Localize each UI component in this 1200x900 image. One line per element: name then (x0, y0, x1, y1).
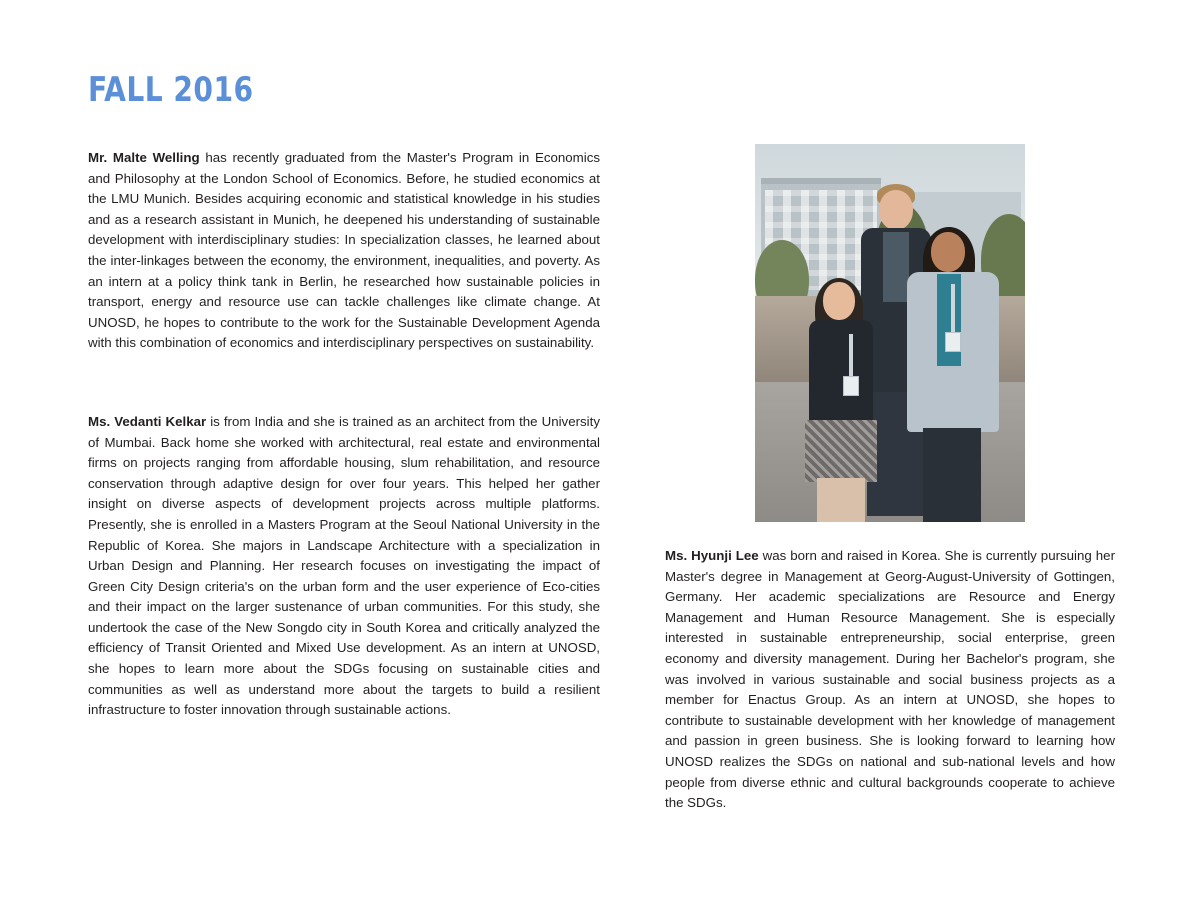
photo-person-head (931, 232, 965, 272)
bio-vedanti-kelkar (88, 412, 600, 721)
photo-person-head (879, 190, 913, 230)
photo-person-seated-left (797, 282, 889, 522)
photo-person-legs (817, 478, 865, 522)
photo-id-badge (945, 332, 961, 352)
right-column (665, 546, 1115, 814)
left-column (88, 148, 600, 721)
page-title: FALL 2016 (88, 70, 254, 110)
photo-person-torso (809, 320, 873, 424)
bio-text-malte-welling: has recently graduated from the Master's Program in Economics and Philosophy at the London School of Economics. Before, he studied economics at the LMU Munich. Besides acquiring economic and statistical knowledge in his studies and as a research assistant in Munich, he deepened his understanding of sustainable development with interdisciplinary studies: In specialization classes, he learned about the inter-linkages between the economy, the environment, inequalities, and poverty. As an intern at a policy think tank in Berlin, he researched how sustainable policies in transport, energy and resource use can tackle challenges like climate change. At UNOSD, he hopes to contribute to the work for the Sustainable Development Agenda with this combination of economics and interdisciplinary perspectives on sustainability. (88, 150, 601, 351)
photo-lanyard (849, 334, 853, 380)
photo-person-scarf (937, 274, 961, 366)
photo-person-head (823, 282, 855, 320)
bio-text-hyunji-lee: was born and raised in Korea. She is currently pursuing her Master's degree in Management at Georg-August-University of Gottingen, Germany. Her academic specializations are Resource and Energy Management and Human Resource Management. She is especially interested in sustainable entrepreneurship, social enterprise, green economy and diversity management. During her Bachelor's program, she was involved in various sustainable and social business projects as a member for Enactus Group. As an intern at UNOSD, she hopes to contribute to sustainable development with her knowledge of management and passion in green business. She is looking forward to learning how UNOSD realizes the SDGs on national and sub-national levels and how people from diverse ethnic and cultural backgrounds cooperate to achieve the SDGs. (665, 548, 1115, 811)
interns-group-photo (755, 144, 1025, 522)
bio-name-hyunji-lee: Ms. Hyunji Lee (665, 548, 759, 563)
bio-name-malte-welling: Mr. Malte Welling (88, 150, 200, 165)
photo-person-legs (923, 428, 981, 522)
bio-text-vedanti-kelkar: is from India and she is trained as an architect from the University of Mumbai. Back home she worked with architectural, real estate and environmental firms on projects ranging from affordable housing, slum rehabilitation, and resource conservation through adaptive design for over four years. This helped her gather insight on diverse aspects of development projects across multiple platforms. Presently, she is enrolled in a Masters Program at the Seoul National University in the Republic of Korea. She majors in Landscape Architecture with a specialization in Urban Design and Planning. Her research focuses on investigating the impact of Green City Design criteria's on the urban form and the user experience of Eco-cities and their impact on the larger sustenance of urban communities. For this study, she undertook the case of the New Songdo city in South Korea and critically analyzed the efficiency of Transit Oriented and Mixed Use development. As an intern at UNOSD, she hopes to learn more about the SDGs focusing on sustainable cities and communities as well as understand more about the targets to build a resilient infrastructure to foster innovation through sustainable actions. (88, 413, 600, 718)
photo-person-skirt (805, 420, 877, 482)
photo-person-right (901, 232, 1011, 522)
photo-lanyard (951, 284, 955, 336)
bio-hyunji-lee (665, 546, 1115, 814)
photo-id-badge (843, 376, 859, 396)
bio-malte-welling (88, 148, 600, 354)
bio-name-vedanti-kelkar: Ms. Vedanti Kelkar (88, 413, 207, 429)
